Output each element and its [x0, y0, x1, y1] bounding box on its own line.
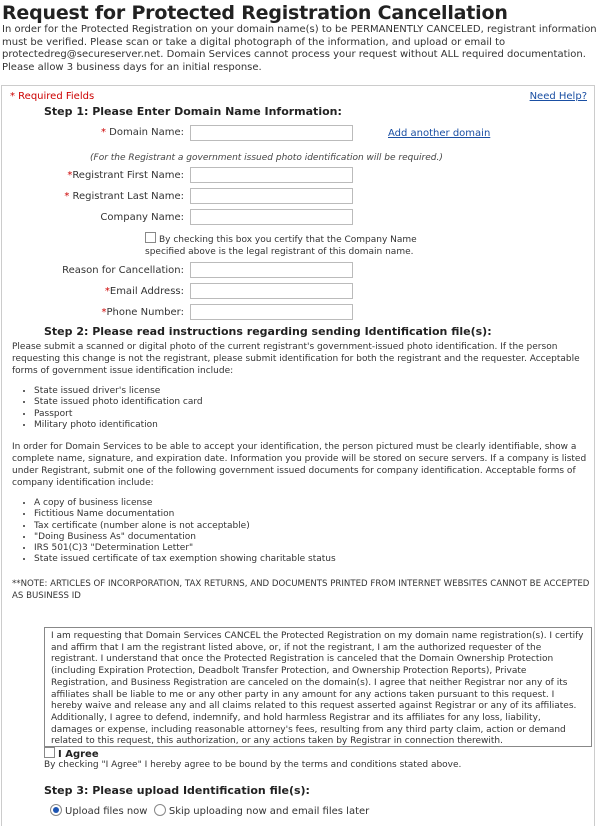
- upload-options: [50, 804, 369, 817]
- list-item: • Military photo identification: [34, 420, 203, 431]
- terms-textarea[interactable]: I am requesting that Domain Services CANCEL the Protected Registration on my domain name registration(s). I certify and affirm that I am the registrant listed above, or, if not the registrant, I am the authorized requester of the registrant. I understand that once the Protected Registration is canceled that the Domain Ownership Protection (including Expiration Protection, Deadbolt Transfer Protection, and Ownership Protection Reports), Private Registration, and Business Registration are canceled on the domain(s). I agree that neither Registrar nor any of its affiliates shall be liable to me or any other party in any amount for any actions taken pursuant to this request. I hereby waive and release any and all claims related to this request asserted against Registrar or any of its affiliates. Additionally, I agree to defend, indemnify, and hold harmless Registrar and its affiliates for any loss, liability, damages or expense, including reasonable attorney's fees, resulting from any third party claim, action or demand related to this request, this authorization, or any actions taken by Registrar in connection therewith.: [44, 627, 592, 747]
- list-item: • IRS 501(C)3 "Determination Letter": [34, 543, 336, 554]
- list-item: • Tax certificate (number alone is not acceptable): [34, 521, 336, 532]
- skip-upload-label[interactable]: Skip uploading now and email files later: [168, 806, 370, 817]
- step3-title: Step 3: Please upload Identification file(s):: [44, 784, 310, 797]
- need-help-link[interactable]: Need Help?: [529, 91, 587, 102]
- domain-name-label: * Domain Name:: [100, 127, 184, 138]
- id-list: [22, 386, 203, 431]
- first-name-label: *Registrant First Name:: [67, 170, 184, 181]
- upload-now-radio[interactable]: [50, 804, 62, 816]
- reason-input[interactable]: [190, 262, 353, 278]
- photo-id-note: (For the Registrant a government issued photo identification will be required.): [90, 153, 443, 163]
- upload-now-label[interactable]: Upload files now: [65, 806, 148, 817]
- agree-checkbox[interactable]: [44, 747, 55, 758]
- step1-title: Step 1: Please Enter Domain Name Information:: [44, 105, 342, 118]
- domain-name-input[interactable]: [190, 125, 353, 141]
- list-item: • A copy of business license: [34, 498, 336, 509]
- list-item: • State issued photo identification card: [34, 397, 203, 408]
- company-certify-checkbox[interactable]: [145, 232, 156, 243]
- reason-label: Reason for Cancellation:: [62, 265, 184, 276]
- phone-input[interactable]: [190, 304, 353, 320]
- company-id-list: [22, 498, 336, 566]
- skip-upload-radio[interactable]: [154, 804, 166, 816]
- list-item: • "Doing Business As" documentation: [34, 532, 336, 543]
- company-certify: By checking this box you certify that the Company Name specified above is the legal registrant of this domain name.: [145, 232, 435, 258]
- list-item: • State issued driver's license: [34, 386, 203, 397]
- business-id-note: **NOTE: ARTICLES OF INCORPORATION, TAX RETURNS, AND DOCUMENTS PRINTED FROM INTERNET WEBSITES CANNOT BE ACCEPTED AS BUSINESS ID: [12, 579, 590, 601]
- page-title: Request for Protected Registration Cancellation: [2, 2, 508, 24]
- id-instructions: Please submit a scanned or digital photo of the current registrant's government-issued photo identification. If the person requesting this change is not the registrant, please submit identification for both the registrant and the requester. Acceptable forms of government issue identification include:: [12, 342, 580, 376]
- required-fields-note: * Required Fields: [10, 91, 95, 102]
- phone-label: *Phone Number:: [101, 307, 184, 318]
- last-name-label: * Registrant Last Name:: [64, 191, 184, 202]
- company-name-label: Company Name:: [100, 212, 184, 223]
- list-item: • State issued certificate of tax exemption showing charitable status: [34, 554, 336, 565]
- step2-title: Step 2: Please read instructions regarding sending Identification file(s):: [44, 325, 492, 338]
- company-id-instructions: In order for Domain Services to be able to accept your identification, the person pictured must be clearly identifiable, show a complete name, signature, and expiration date. Information you provide will be stored on secure servers. If a company is listed under Registrant, submit one of the following government issued documents for company identification. Acceptable forms of company identification include:: [12, 442, 587, 488]
- first-name-input[interactable]: [190, 167, 353, 183]
- list-item: • Fictitious Name documentation: [34, 509, 336, 520]
- last-name-input[interactable]: [190, 188, 353, 204]
- agree-note: By checking "I Agree" I hereby agree to be bound by the terms and conditions stated above.: [44, 760, 462, 770]
- list-item: • Passport: [34, 409, 203, 420]
- agree-row: [44, 747, 99, 760]
- email-label: *Email Address:: [104, 286, 184, 297]
- agree-label: I Agree: [58, 749, 99, 760]
- intro-text: In order for the Protected Registration on your domain name(s) to be PERMANENTLY CANCELED, registrant information must be verified. Please scan or take a digital photograph of the information, and upload or email to protectedreg@secureserver.net. Domain Services cannot process your request without ALL required documentation. Please allow 3 business days for an initial response.: [2, 24, 597, 73]
- add-another-domain-link[interactable]: Add another domain: [388, 128, 491, 139]
- company-name-input[interactable]: [190, 209, 353, 225]
- email-input[interactable]: [190, 283, 353, 299]
